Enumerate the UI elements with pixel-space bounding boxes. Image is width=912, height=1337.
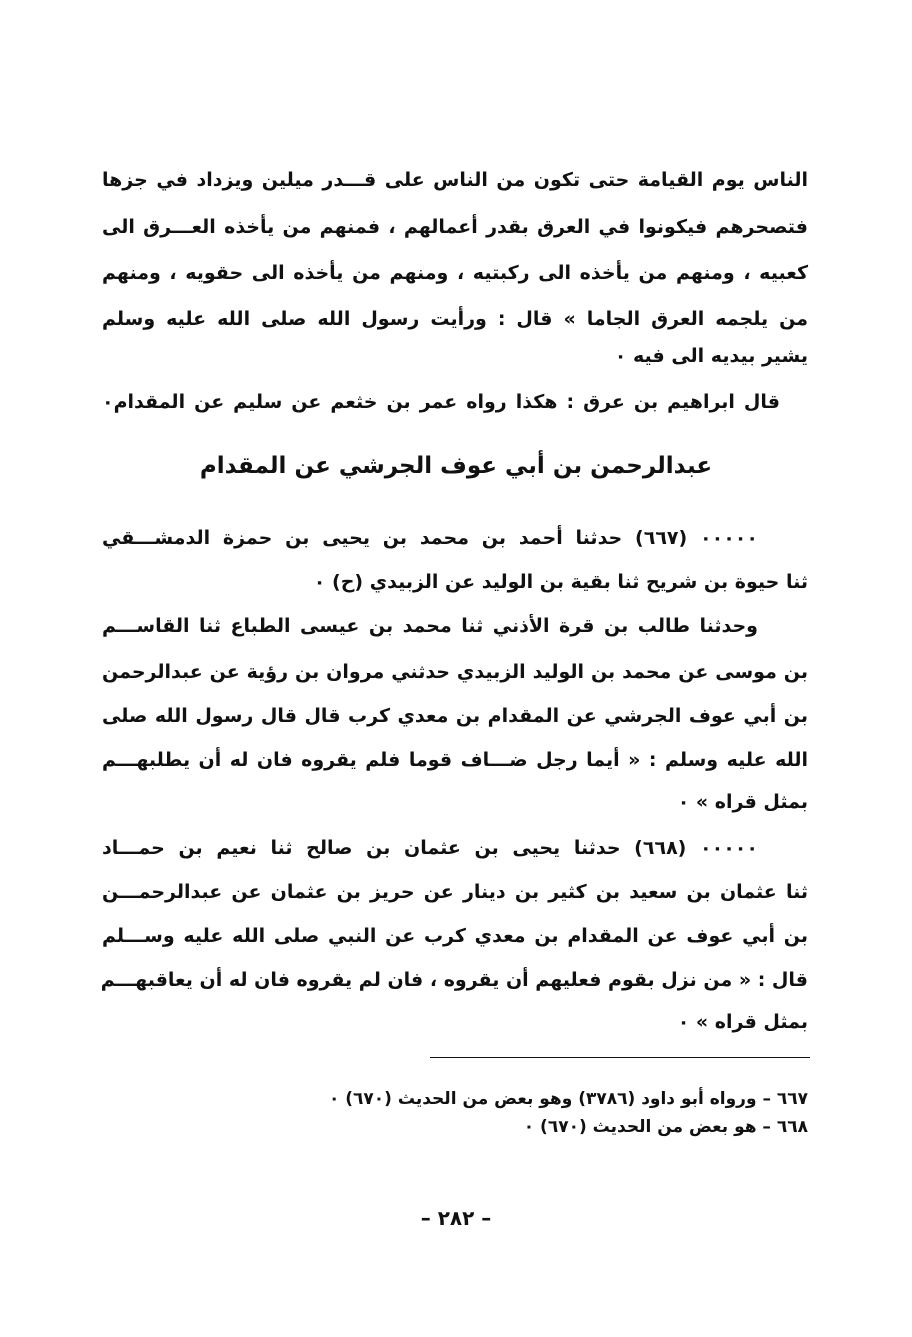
hadith-667-line: الله عليه وسلم : « أيما رجل ضـــاف قوما فلم يقروه فان له أن يطلبهـــم (102, 749, 808, 771)
hadith-667-line: ٠٠٠٠٠ (٦٦٧) حدثنا أحمد بن محمد بن يحيى بن حمزة الدمشـــقي (102, 527, 758, 549)
page-number: – ٢٨٢ – (420, 1206, 492, 1230)
hadith-667-line: بمثل قراه » ٠ (677, 791, 808, 813)
hadith-668-line: ٠٠٠٠٠ (٦٦٨) حدثنا يحيى بن عثمان بن صالح ثنا نعيم بن حمـــاد (102, 837, 758, 859)
text-line: يشير بيديه الى فيه ٠ (614, 345, 808, 367)
text-line: الناس يوم القيامة حتى تكون من الناس على قـــدر ميلين ويزداد في جزها (102, 169, 808, 191)
narrator-note: قال ابراهيم بن عرق : هكذا رواه عمر بن خثعم عن سليم عن المقدام٠ (102, 391, 780, 413)
footnote-separator (430, 1057, 810, 1058)
hadith-667-line: ثنا حيوة بن شريح ثنا بقية بن الوليد عن الزبيدي (ح) ٠ (313, 571, 808, 593)
footnote-667: ٦٦٧ – ورواه أبو داود (٣٧٨٦) وهو بعض من الحديث (٦٧٠) ٠ (328, 1089, 808, 1109)
hadith-667-line: بن أبي عوف الجرشي عن المقدام بن معدي كرب قال قال رسول الله صلى (102, 705, 808, 727)
footnote-668: ٦٦٨ – هو بعض من الحديث (٦٧٠) ٠ (523, 1117, 808, 1137)
hadith-668-line: قال : « من نزل بقوم فعليهم أن يقروه ، فان لم يقروه فان له أن يعاقبهـــم (100, 969, 808, 991)
text-line: من يلجمه العرق الجاما » قال : ورأيت رسول الله صلى الله عليه وسلم (102, 308, 808, 330)
hadith-668-line: ثنا عثمان بن سعيد بن كثير بن دينار عن حريز بن عثمان عن عبدالرحمـــن (102, 881, 808, 903)
hadith-668-line: بمثل قراه » ٠ (677, 1011, 808, 1033)
hadith-668-line: بن أبي عوف عن المقدام بن معدي كرب عن النبي صلى الله عليه وســـلم (102, 925, 808, 947)
chapter-heading: عبدالرحمن بن أبي عوف الجرشي عن المقدام (199, 453, 713, 479)
hadith-667-line: وحدثنا طالب بن قرة الأذني ثنا محمد بن عيسى الطباع ثنا القاســـم (102, 615, 758, 637)
text-line: فتصحرهم فيكونوا في العرق بقدر أعمالهم ، فمنهم من يأخذه العـــرق الى (102, 216, 808, 238)
text-line: كعبيه ، ومنهم من يأخذه الى ركبتيه ، ومنهم من يأخذه الى حقويه ، ومنهم (102, 262, 808, 284)
hadith-667-line: بن موسى عن محمد بن الوليد الزبيدي حدثني مروان بن رؤية عن عبدالرحمن (102, 661, 808, 683)
